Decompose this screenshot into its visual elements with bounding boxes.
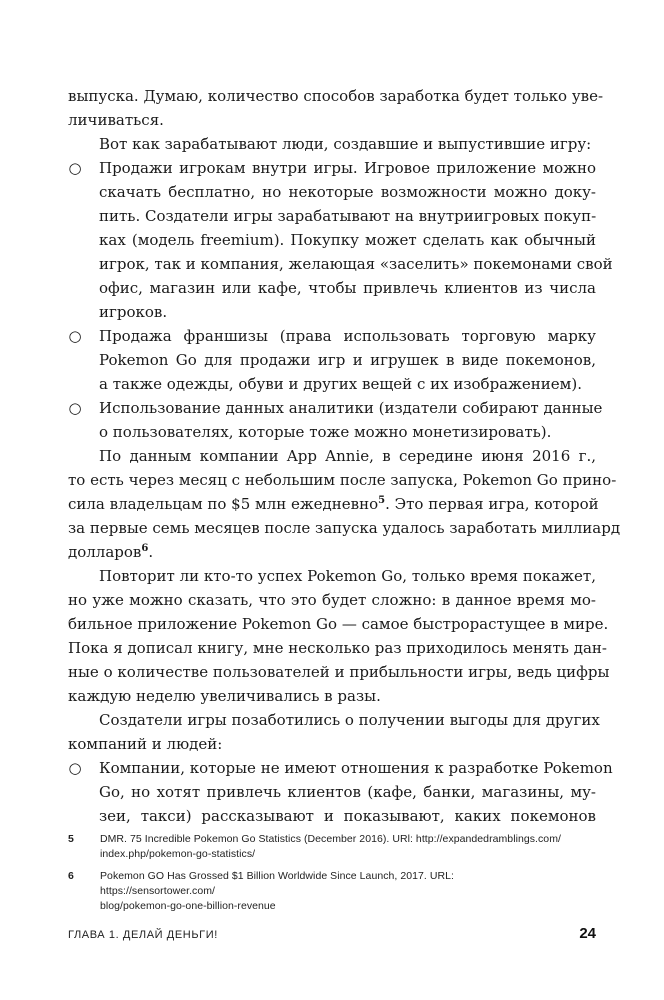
list-item-line: игроков. xyxy=(99,303,168,321)
footnote-number: 5 xyxy=(68,833,74,845)
footnote-number: 6 xyxy=(68,870,74,882)
list-item-line: Продажи игрокам внутри игры. Игровое приложение можно xyxy=(99,159,596,177)
text-line: каждую неделю увеличивались в разы. xyxy=(68,687,381,705)
text-line: компаний и людей: xyxy=(68,735,223,753)
text-line: личиваться. xyxy=(68,111,164,129)
footnote-text-line: index.php/pokemon-go-statistics/ xyxy=(100,848,256,860)
footnote-ref-5[interactable]: 5 xyxy=(378,495,386,506)
list-item-line: зеи, такси) рассказывают и показывают, каких покемонов xyxy=(99,807,596,825)
list-item-line: Pokemon Go для продажи игр и игрушек в виде покемонов, xyxy=(99,351,596,369)
list-item-line: игрок, так и компания, желающая «заселить» покемонами свой xyxy=(99,255,613,273)
text-line: бильное приложение Pokemon Go — самое быстрорастущее в мире. xyxy=(68,615,609,633)
text-line: По данным компании App Annie, в середине июня 2016 г., xyxy=(99,447,596,465)
list-item-line: о пользователях, которые тоже можно монетизировать). xyxy=(99,423,552,441)
footnote-text-line: blog/pokemon-go-one-billion-revenue xyxy=(100,900,276,912)
bullet-circle-icon: ○ xyxy=(68,327,82,345)
footnote-6 xyxy=(68,869,568,914)
text-line: ные о количестве пользователей и прибыльности игры, ведь цифры xyxy=(68,663,610,681)
list-item-line: скачать бесплатно, но некоторые возможности можно доку- xyxy=(99,183,596,201)
text-line: выпуска. Думаю, количество способов заработка будет только уве- xyxy=(68,87,604,105)
text-line: но уже можно сказать, что это будет сложно: в данное время мо- xyxy=(68,591,596,609)
text-span: сила владельцам по $5 млн ежедневно xyxy=(68,495,379,513)
chapter-footer: ГЛАВА 1. ДЕЛАЙ ДЕНЬГИ! xyxy=(68,929,218,941)
page-number: 24 xyxy=(579,925,596,942)
text-line: Создатели игры позаботились о получении выгоды для других xyxy=(99,711,600,729)
list-item-line: ках (модель freemium). Покупку может сделать как обычный xyxy=(99,231,596,249)
list-item-line: Использование данных аналитики (издатели собирают данные xyxy=(99,399,603,417)
list-item-line: пить. Создатели игры зарабатывают на внутриигровых покуп- xyxy=(99,207,597,225)
footnote-ref-6[interactable]: 6 xyxy=(141,543,149,554)
bullet-circle-icon: ○ xyxy=(68,399,82,417)
text-line: Пока я дописал книгу, мне несколько раз приходилось менять дан- xyxy=(68,639,607,657)
text-line: за первые семь месяцев после запуска удалось заработать миллиард xyxy=(68,519,621,537)
list-item-line: Go, но хотят привлечь клиентов (кафе, банки, магазины, му- xyxy=(99,783,596,801)
text-span: . xyxy=(148,543,154,561)
text-line: то есть через месяц с небольшим после запуска, Pokemon Go прино- xyxy=(68,471,617,489)
bullet-circle-icon: ○ xyxy=(68,759,82,777)
list-item-line: Продажа франшизы (права использовать торговую марку xyxy=(99,327,596,345)
paragraph-intro: Вот как зарабатывают люди, создавшие и выпустившие игру: xyxy=(99,135,592,153)
text-line xyxy=(68,492,599,516)
text-span: долларов xyxy=(68,543,142,561)
footnote-text-line: Pokemon GO Has Grossed $1 Billion Worldwide Since Launch, 2017. URL: https://sensortower.com/ xyxy=(100,870,454,897)
footnote-text-line: DMR. 75 Incredible Pokemon Go Statistics (December 2016). URl: http://expandedramblings.com/ xyxy=(100,833,561,845)
footnote-5 xyxy=(68,832,568,862)
list-item-line: а также одежды, обуви и других вещей с их изображением). xyxy=(99,375,582,393)
bullet-circle-icon: ○ xyxy=(68,159,82,177)
list-item-line: офис, магазин или кафе, чтобы привлечь клиентов из числа xyxy=(99,279,596,297)
text-span: . Это первая игра, которой xyxy=(385,495,599,513)
text-line xyxy=(68,540,596,564)
list-item-line: Компании, которые не имеют отношения к разработке Pokemon xyxy=(99,759,613,777)
text-line: Повторит ли кто-то успех Pokemon Go, только время покажет, xyxy=(99,567,596,585)
